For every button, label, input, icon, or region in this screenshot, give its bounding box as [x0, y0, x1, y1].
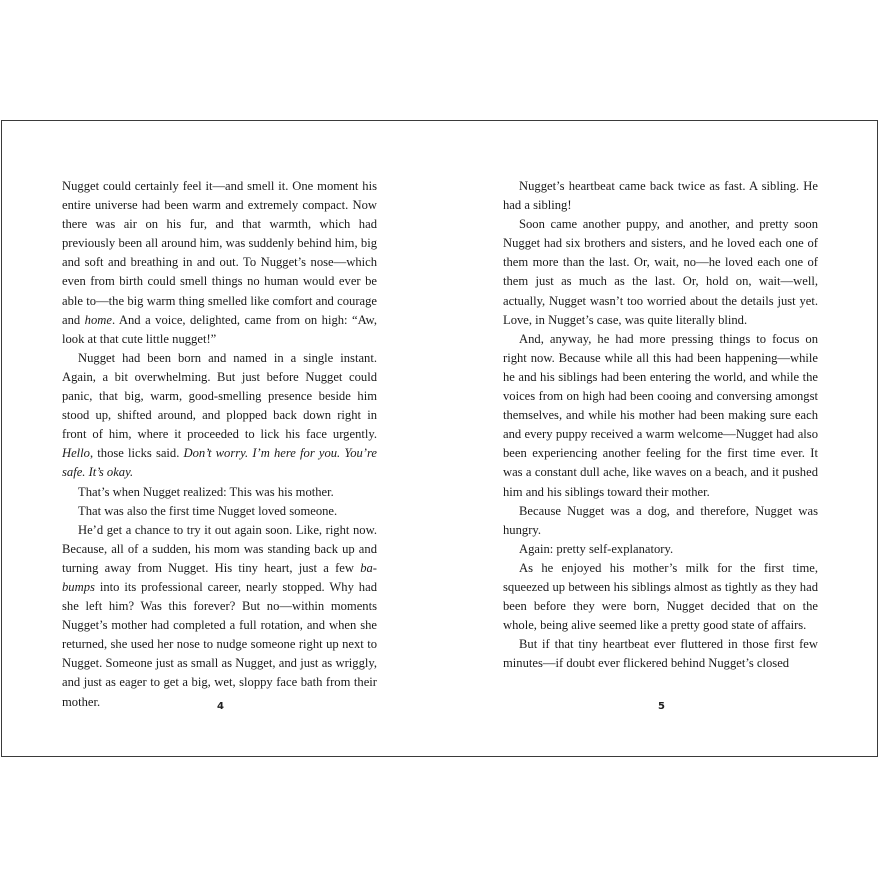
- body-paragraph: [503, 635, 818, 673]
- page-number: 5: [658, 701, 665, 712]
- body-paragraph: [62, 521, 377, 712]
- text-run: Soon came another puppy, and another, and pretty soon Nugget had six brothers and sisters, and he loved each one of them more than the last. Or, wait, no—he loved each one of them just as much as the last. Or, hold on, wait—well, actually, Nugget wasn’t too worried about the details just yet. Love, in Nugget’s case, was quite literally blind.: [503, 217, 818, 327]
- body-paragraph: [62, 349, 377, 483]
- italic-text: Hello: [62, 446, 90, 461]
- text-run: Nugget’s heartbeat came back twice as fast. A sibling. He had a sibling!: [503, 179, 818, 213]
- italic-text: Don’t worry. I’m here for you. You’re safe. It’s okay.: [62, 446, 378, 480]
- text-run: into its professional career, nearly stopped. Why had she left him? Was this forever? But no—within moments Nugget’s mother had completed a full rotation, and when she returned, she used her nose to nudge someone right up next to Nugget. Someone just as small as Nugget, and just as wriggly, and just as eager to get a big, wet, sloppy face bath from their mother.: [62, 579, 377, 709]
- body-paragraph: [503, 177, 818, 215]
- right-page: [503, 177, 818, 673]
- text-run: Again: pretty self-explanatory.: [519, 541, 674, 556]
- italic-text: home: [84, 312, 112, 327]
- text-run: Nugget had been born and named in a single instant. Again, a bit overwhelming. But just before Nugget could panic, that big, warm, good-smelling presence beside him stood up, shifted around, and plopped back down right in front of him, where it proceeded to lick his face urgently.: [62, 350, 377, 442]
- body-paragraph: [503, 540, 818, 559]
- page-number: 4: [217, 701, 224, 712]
- left-page: [62, 177, 377, 712]
- body-paragraph: [62, 177, 377, 349]
- body-paragraph: [62, 502, 377, 521]
- text-run: Because Nugget was a dog, and therefore, Nugget was hungry.: [503, 503, 818, 537]
- text-run: . And a voice, delighted, came from on high: “Aw, look at that cute little nugget!”: [62, 312, 377, 346]
- body-paragraph: [503, 330, 818, 502]
- italic-text: ba-bumps: [62, 560, 377, 594]
- body-paragraph: [503, 502, 818, 540]
- text-run: That’s when Nugget realized: This was his mother.: [78, 484, 334, 499]
- book-spread: [1, 120, 878, 757]
- text-run: He’d get a chance to try it out again soon. Like, right now. Because, all of a sudden, his mom was standing back up and turning away from Nugget. His tiny heart, just a few: [62, 522, 377, 575]
- text-run: But if that tiny heartbeat ever fluttered in those first few minutes—if doubt ever flickered behind Nugget’s closed: [503, 637, 818, 671]
- text-run: And, anyway, he had more pressing things to focus on right now. Because while all this had been happening—while he and his siblings had been entering the world, and while the voices from on high had been cooing and conversing amongst themselves, and while his mother had been making sure each and every puppy received a warm welcome—Nugget had also been experiencing another feeling for the first time ever. It was a constant dull ache, like waves on a beach, and it pushed him and his siblings toward their mother.: [503, 331, 818, 499]
- body-paragraph: [503, 559, 818, 635]
- text-run: As he enjoyed his mother’s milk for the first time, squeezed up between his siblings almost as tightly as they had been before they were born, Nugget decided that on the whole, being alive seemed like a pretty good state of affairs.: [503, 560, 818, 633]
- text-run: , those licks said.: [89, 446, 184, 461]
- text-run: Nugget could certainly feel it—and smell it. One moment his entire universe had been warm and extremely compact. Now there was air on his fur, and that warmth, which had previously been all around him, was suddenly behind him, big and soft and breathing in and out. To Nugget’s nose—which even from birth could smell things no human would ever be able to—the big warm thing smelled like comfort and courage and: [62, 179, 377, 327]
- text-run: That was also the first time Nugget loved someone.: [78, 503, 338, 518]
- body-paragraph: [62, 483, 377, 502]
- body-paragraph: [503, 215, 818, 330]
